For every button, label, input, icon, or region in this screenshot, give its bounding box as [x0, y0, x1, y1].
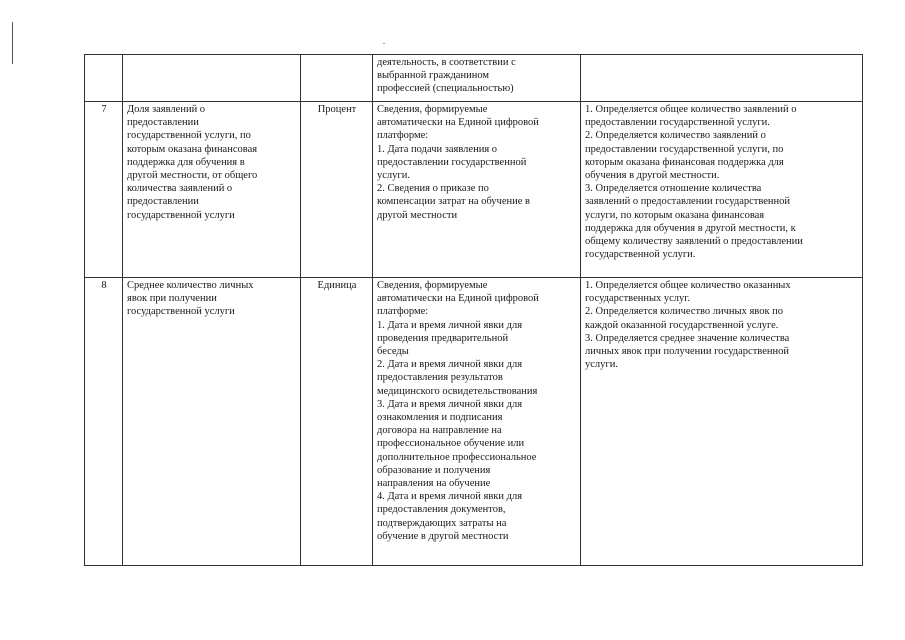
cell-text-line: государственной услуги. — [585, 249, 696, 261]
cell-text-line: 1. Определяется общее количество заявлений о — [585, 104, 797, 115]
cell-text-line: каждой оказанной государственной услуге. — [585, 319, 779, 331]
cell-text-line: 2. Дата и время личной явки для — [377, 359, 523, 371]
cell-text-line: предоставлении — [127, 196, 199, 208]
cell-text-line: беседы — [377, 346, 409, 358]
cell-text-line: Сведения, формируемые — [377, 104, 488, 115]
row-number-cell: 8 — [85, 278, 123, 566]
calculation-method-cell — [581, 278, 863, 566]
cell-text-line: поддержка для обучения в другой местности, к — [585, 222, 796, 234]
cell-text-line: государственной услуги, по — [127, 130, 251, 142]
cell-text-line: государственных услуг. — [585, 293, 691, 305]
cell-text-line: предоставлении государственной услуги. — [585, 117, 770, 129]
unit-cell: Процент — [301, 102, 373, 278]
scan-speck — [383, 43, 385, 44]
cell-text-line: поддержка для обучения в — [127, 156, 245, 168]
cell-text-line: 2. Определяется количество личных явок по — [585, 306, 784, 318]
cell-text-line: 2. Определяется количество заявлений о — [585, 130, 766, 142]
cell-text-line: общему количеству заявлений о предоставлении — [585, 236, 803, 248]
scan-margin-mark — [12, 22, 13, 64]
unit-cell — [301, 55, 373, 102]
cell-text-line: проведения предварительной — [377, 332, 509, 344]
cell-text-line: услуги, по которым оказана финансовая — [585, 209, 765, 221]
cell-text-line: явок при получении — [127, 293, 217, 305]
cell-text-line: подтверждающих затраты на — [377, 517, 507, 529]
cell-text-line: заявлений о предоставлении государственной — [585, 196, 791, 208]
cell-text-line: предоставлении государственной — [377, 156, 527, 168]
cell-text-line: направления на обучение — [377, 478, 491, 490]
cell-text-line: другой местности, от общего — [127, 170, 258, 182]
cell-text-line: профессиональное обучение или — [377, 438, 525, 450]
cell-text-line: ознакомления и подписания — [377, 412, 503, 424]
cell-text-line: автоматически на Единой цифровой — [377, 117, 539, 129]
cell-text-line: автоматически на Единой цифровой — [377, 293, 539, 305]
cell-text-line: услуги. — [585, 359, 618, 371]
cell-text-line: Среднее количество личных — [127, 280, 254, 291]
cell-text-line: платформе: — [377, 306, 429, 318]
cell-text-line: которым оказана финансовая поддержка для — [585, 156, 784, 168]
cell-text-line: деятельность, в соответствии с — [377, 57, 516, 68]
cell-text-line: 1. Дата и время личной явки для — [377, 319, 523, 331]
calculation-method-cell — [581, 55, 863, 102]
cell-text-line: 2. Сведения о приказе по — [377, 183, 489, 195]
cell-text-line: Доля заявлений о — [127, 104, 206, 115]
cell-text-line: услуги. — [377, 170, 410, 182]
cell-text-line: образование и получения — [377, 464, 491, 476]
cell-text-line: другой местности — [377, 209, 458, 221]
row-number-cell: 7 — [85, 102, 123, 278]
table-row — [85, 278, 863, 566]
cell-text-line: профессией (специальностью) — [377, 83, 514, 95]
cell-text-line: предоставлении государственной услуги, по — [585, 143, 784, 155]
cell-text-line: 3. Определяется отношение количества — [585, 183, 762, 195]
cell-text-line: предоставления результатов — [377, 372, 503, 384]
table-row — [85, 55, 863, 102]
cell-text-line: личных явок при получении государственной — [585, 346, 789, 358]
cell-text-line: выбранной гражданином — [377, 70, 490, 82]
calculation-method-cell — [581, 102, 863, 278]
cell-text-line: государственной услуги — [127, 306, 235, 318]
cell-text-line: обучение в другой местности — [377, 530, 509, 542]
source-info-cell — [373, 278, 581, 566]
indicators-table — [84, 54, 863, 566]
cell-text-line: платформе: — [377, 130, 429, 142]
source-info-cell — [373, 102, 581, 278]
unit-cell: Единица — [301, 278, 373, 566]
cell-text-line: предоставлении — [127, 117, 199, 129]
cell-text-line: 3. Дата и время личной явки для — [377, 398, 523, 410]
cell-text-line: 1. Определяется общее количество оказанных — [585, 280, 791, 291]
cell-text-line: договора на направление на — [377, 425, 502, 437]
cell-text-line: обучения в другой местности. — [585, 170, 720, 182]
row-number-cell — [85, 55, 123, 102]
source-info-cell — [373, 55, 581, 102]
cell-text-line: количества заявлений о — [127, 183, 233, 195]
indicator-name-cell — [123, 278, 301, 566]
cell-text-line: 3. Определяется среднее значение количества — [585, 332, 790, 344]
indicator-name-cell — [123, 55, 301, 102]
cell-text-line: дополнительное профессиональное — [377, 451, 537, 463]
cell-text-line: Сведения, формируемые — [377, 280, 488, 291]
cell-text-line: государственной услуги — [127, 209, 235, 221]
indicator-name-cell — [123, 102, 301, 278]
cell-text-line: которым оказана финансовая — [127, 143, 258, 155]
cell-text-line: 4. Дата и время личной явки для — [377, 491, 523, 503]
table-row — [85, 102, 863, 278]
cell-text-line: 1. Дата подачи заявления о — [377, 143, 498, 155]
cell-text-line: предоставления документов, — [377, 504, 506, 516]
cell-text-line: компенсации затрат на обучение в — [377, 196, 530, 208]
cell-text-line: медицинского освидетельствования — [377, 385, 538, 397]
